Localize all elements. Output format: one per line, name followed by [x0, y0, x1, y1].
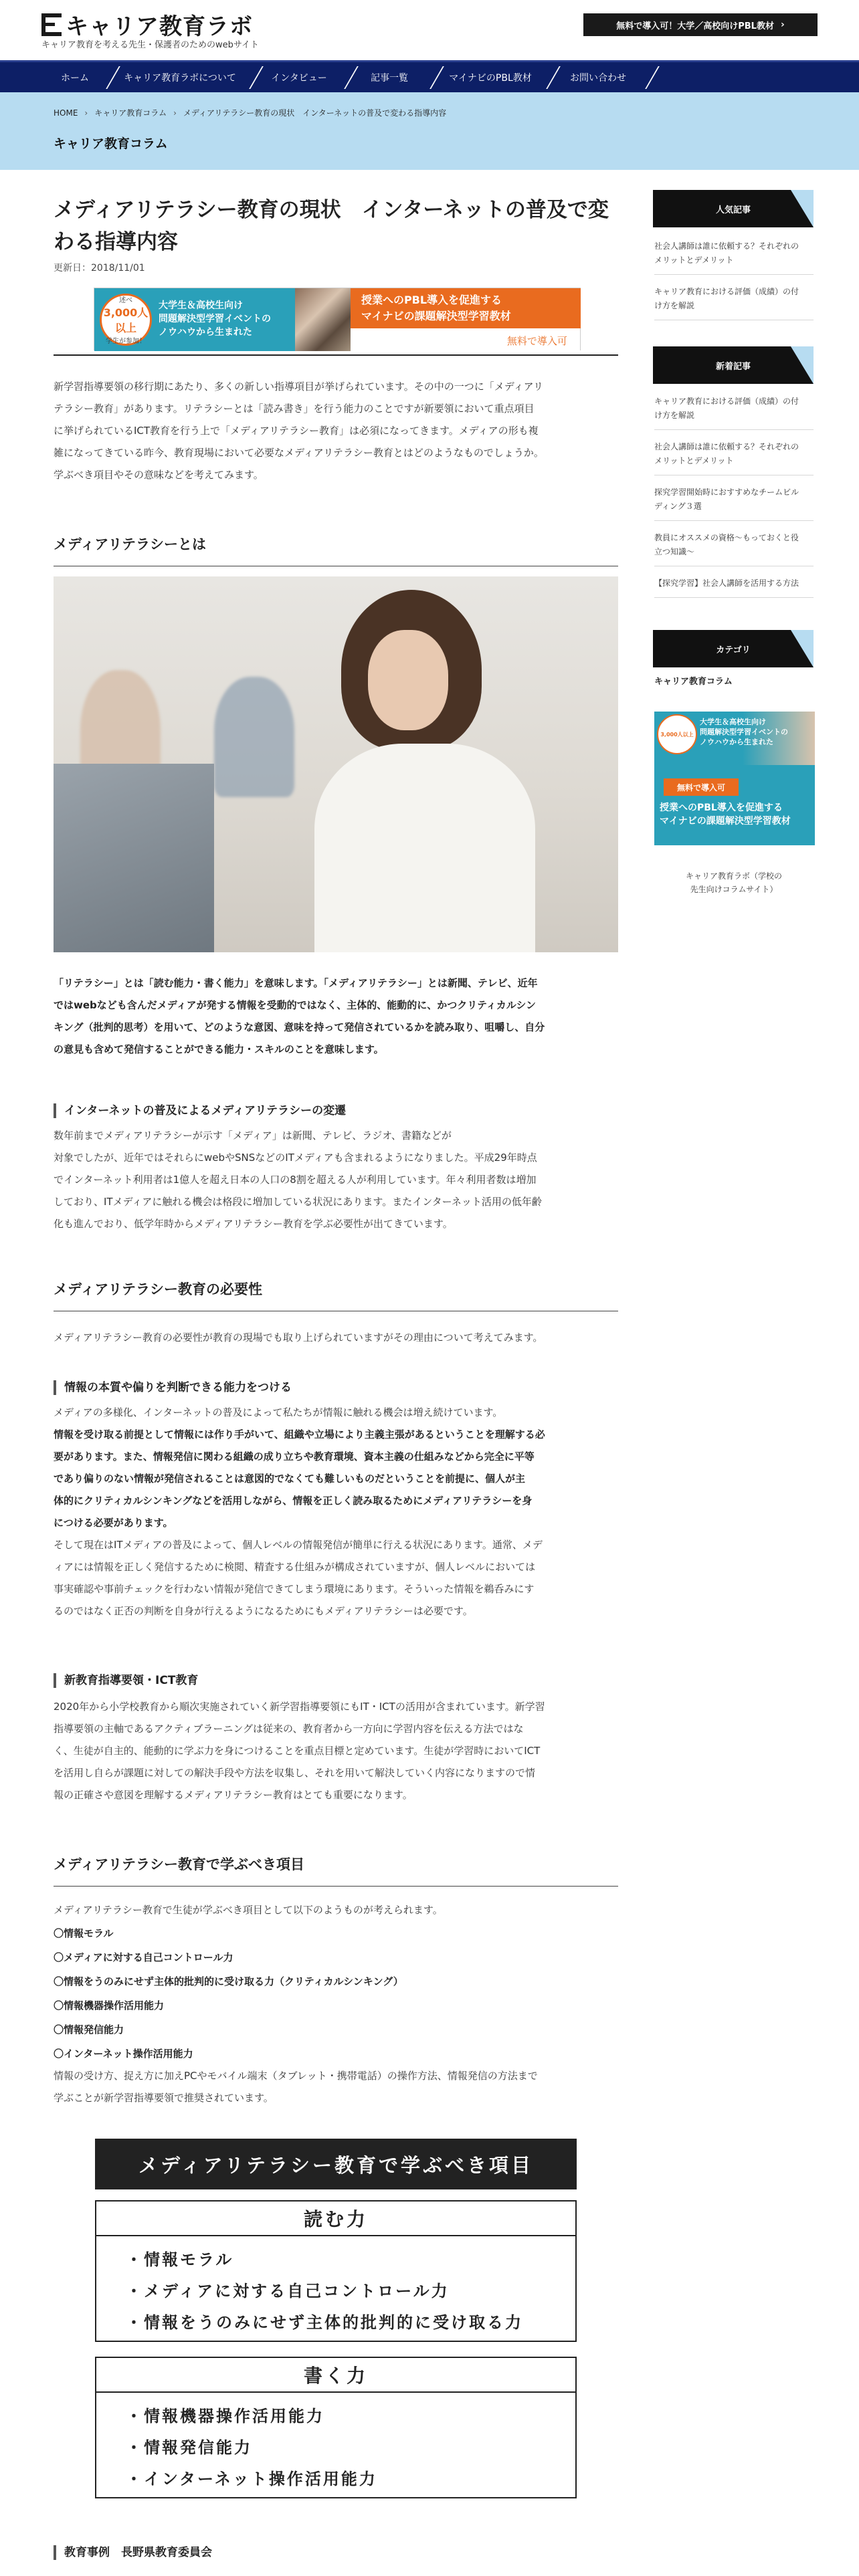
heading-learn: メディアリテラシー教育で学ぶべき項目: [54, 1854, 618, 1887]
learn-paragraph: 情報の受け方、捉え方に加えPCやモバイル端末（タブレット・携帯電話）の操作方法、情報発信の方法まで 学ぶことが新学習指導要領で推奨されています。: [54, 2070, 538, 2104]
list-item: ・情報モラル: [126, 2250, 234, 2269]
list-item: 〇インターネット操作活用能力: [54, 2048, 193, 2060]
global-nav: [0, 60, 859, 92]
updated-date: 更新日：2018/11/01: [54, 263, 145, 274]
breadcrumb-home[interactable]: HOME: [54, 108, 78, 118]
necessity-paragraph: メディアリテラシー教育の必要性が教育の現場でも取り上げられていますがその理由について考えてみます。: [54, 1331, 543, 1344]
infographic-title: メディアリテラシー教育で学ぶべき項目: [95, 2139, 577, 2189]
infographic-write-box: [95, 2357, 577, 2498]
heading-what-is: メディアリテラシーとは: [54, 534, 618, 566]
sidebar-new-link[interactable]: 教員にオススメの資格～もっておくと役 立つ知識～: [654, 531, 814, 566]
sidebar-pbl-banner[interactable]: 3,000人以上 大学生＆高校生向け 問題解決型学習イベントの ノウハウから生まれた 無料で導入可 授業へのPBL導入を促進する マイナビの課題解決型学習教材: [654, 712, 815, 845]
list-item: ・メディアに対する自己コントロール力: [126, 2282, 450, 2300]
sidebar-popular-heading: 人気記事: [653, 190, 814, 227]
definition-paragraph: 「リテラシー」とは「読む能力・書く能力」を意味します。「メディアリテラシー」とは新聞、テレビ、近年 ではwebなども含んだメディアが発する情報を受動的ではなく、主体的、能動的に、かつクリティカルシン キング（批判的思考）を用いて、どのような意図、意味を持って発信されているかを読み取り、咀嚼し、自分 の意見も含めて発信することができる能力・スキルのことを意味します。: [54, 977, 545, 1055]
list-item: ・情報機器操作活用能力: [126, 2407, 324, 2426]
write-heading: 書く力: [96, 2358, 575, 2393]
pbl-cta-button[interactable]: [583, 13, 818, 36]
pbl-cta-label: 無料で導入可！大学／高校向けPBL教材: [616, 21, 774, 31]
list-item: 〇情報モラル: [54, 1927, 114, 1939]
list-item: ・情報をうのみにせず主体的批判的に受け取る力: [126, 2313, 523, 2332]
read-heading: 読む力: [96, 2202, 575, 2236]
heading-internet-change: インターネットの普及によるメディアリテラシーの変遷: [54, 1103, 346, 1118]
student-at-laptop-photo: [54, 576, 618, 952]
nav-item-home[interactable]: ホーム: [41, 62, 108, 92]
sidebar-new-link[interactable]: 社会人講師は誰に依頼する？それぞれの メリットとデメリット: [654, 440, 814, 475]
site-header: [0, 0, 859, 60]
participants-badge: 3,000人以上: [657, 714, 697, 754]
breadcrumb-category[interactable]: キャリア教育コラム: [94, 108, 167, 118]
divider: [54, 354, 618, 356]
sidebar-caption: キャリア教育ラボ（学校の 先生向けコラムサイト）: [685, 871, 782, 894]
logo-text: キャリア教育ラボ: [66, 13, 253, 40]
list-item: 〇メディアに対する自己コントロール力: [54, 1951, 233, 1963]
list-item: ・情報発信能力: [126, 2438, 252, 2457]
heading-necessity: メディアリテラシー教育の必要性: [54, 1279, 618, 1311]
judge-paragraph: メディアの多様化、インターネットの普及によって私たちが情報に触れる機会は増え続けています。 情報を受け取る前提として情報には作り手がいて、組織や立場により主義主張があるということを理解する必 要があります。また、情報発信に関わる組織の成り立ちや教育環境、資本主義の仕組みなどから完全に平等 であり偏りのない情報が発信されることは意図的でなくても難しいものだということを前提に、個人が主 体的にクリティカルシンキングなどを活用しながら、情報を正しく読み取るためにメディアリテラシーを身 につける必要があります。 そして現在はITメディアの普及によって、個人レベルの情報発信が簡単に行える状況にあります。通常、メデ ィアには情報を正しく発信するために検閲、精査する仕組みが構成されていますが、個人レベルにおいては 事実確認や事前チェックを行わない情報が発信できてしまう環境にあります。そういった情報を鵜呑みにす るのではなく正否の判断を自身が行えるようになるためにもメディアリテラシーは必要です。: [54, 1406, 545, 1617]
students-photo: [295, 288, 351, 351]
chevron-right-icon: ›: [84, 108, 88, 118]
list-item: 〇情報発信能力: [54, 2024, 124, 2036]
list-item: 〇情報をうのみにせず主体的批判的に受け取る力（クリティカルシンキング）: [54, 1975, 403, 1988]
sidebar-new-link[interactable]: 探究学習開始時におすすめなチームビル ディング３選: [654, 486, 814, 521]
sidebar-new-link[interactable]: キャリア教育における評価（成績）の付 け方を解説: [654, 395, 814, 430]
chevron-right-icon: ›: [173, 108, 177, 118]
ict-paragraph: 2020年から小学校教育から順次実施されていく新学習指導要領にもIT・ICTの活用が含まれています。新学習 指導要領の主軸であるアクティブラーニングは従来の、教育者から一方向に学習内容を伝える方法ではな く、生徒が自主的、能動的に学ぶ力を身につけることを重点目標と定めています。生徒が学習時においてICT を活用し自らが課題に対しての解決手段や方法を収集し、それを用いて解決していく内容になりますので情 報の正確さや意図を理解するメディアリテラシー教育はとても重要になります。: [54, 1701, 545, 1801]
sidebar-new-link[interactable]: 【探究学習】社会人講師を活用する方法: [654, 576, 814, 598]
nav-item-about[interactable]: キャリア教育ラボについて: [108, 62, 252, 92]
pbl-banner[interactable]: 述べ 3,000人以上 学生が参加！ 大学生＆高校生向け 問題解決型学習イベントの ノウハウから生まれた 授業へのPBL導入を促進する マイナビの課題解決型学習教材 無料で導入可: [94, 288, 581, 350]
chevron-right-icon: ›: [780, 19, 785, 30]
list-item: 〇情報機器操作活用能力: [54, 2000, 165, 2012]
sidebar-new-heading: 新着記事: [653, 346, 814, 384]
participants-badge: 述べ 3,000人以上 学生が参加！: [100, 294, 152, 346]
learn-intro: メディアリテラシー教育で生徒が学ぶべき項目として以下のようものが考えられます。: [54, 1904, 443, 1916]
article-title: メディアリテラシー教育の現状 インターネットの普及で変わる指導内容: [54, 198, 609, 254]
site-tagline: キャリア教育を考える先生・保護者のためのwebサイト: [41, 40, 259, 50]
nav-item-interview[interactable]: インタビュー: [252, 62, 347, 92]
breadcrumb-current: メディアリテラシー教育の現状 インターネットの普及で変わる指導内容: [183, 108, 447, 118]
logo-mark-icon: [41, 13, 62, 36]
heading-judge: 情報の本質や偏りを判断できる能力をつける: [54, 1380, 292, 1395]
sidebar-category-link[interactable]: キャリア教育コラム: [654, 677, 733, 687]
nav-item-articles[interactable]: 記事一覧: [347, 62, 432, 92]
sidebar-popular-link[interactable]: キャリア教育における評価（成績）の付 け方を解説: [654, 285, 814, 320]
intro-paragraph: 新学習指導要領の移行期にあたり、多くの新しい指導項目が挙げられています。その中の一つに「メディアリ テラシー教育」があります。リテラシーとは「読み書き」を行う能力のことですが新要領において重点項目 に挙げられているICT教育を行う上で「メディアリテラシー教育」は必須になってきます。メディアの形も複 雑になってきている昨今、教育現場において必要なメディアリテラシー教育とはどのようなものでしょうか。 学ぶべき項目やその意味などを考えてみます。: [54, 381, 544, 481]
heading-ict: 新教育指導要領・ICT教育: [54, 1673, 198, 1688]
category-title: キャリア教育コラム: [54, 136, 168, 151]
heading-case-study: 教育事例 長野県教育委員会: [54, 2545, 212, 2560]
infographic-read-box: [95, 2200, 577, 2342]
change-paragraph: 数年前までメディアリテラシーが示す「メディア」は新聞、テレビ、ラジオ、書籍などが 対象でしたが、近年ではそれらにwebやSNSなどのITメディアも含まれるようになりました。平成29年時点 でインターネット利用者は1億人を超え日本の人口の8割を超える人が利用しています。年々利用者数は増加 しており、ITメディアに触れる機会は格段に増加している状況にあります。またインターネット活用の低年齢 化も進んでおり、低学年時からメディアリテラシー教育を学ぶ必要性が出てきています。: [54, 1130, 542, 1230]
list-item: ・インターネット操作活用能力: [126, 2470, 377, 2488]
site-logo[interactable]: [41, 8, 253, 41]
banner-free-label: 無料で導入可: [664, 778, 739, 796]
nav-item-pbl[interactable]: マイナビのPBL教材: [432, 62, 549, 92]
sidebar-popular-link[interactable]: 社会人講師は誰に依頼する？それぞれの メリットとデメリット: [654, 239, 814, 275]
sidebar-category-heading: カテゴリ: [653, 630, 814, 667]
breadcrumb: [54, 107, 446, 118]
nav-item-contact[interactable]: お問い合わせ: [549, 62, 648, 92]
page-header-band: [0, 92, 859, 170]
banner-free-label: 無料で導入可: [506, 335, 567, 347]
